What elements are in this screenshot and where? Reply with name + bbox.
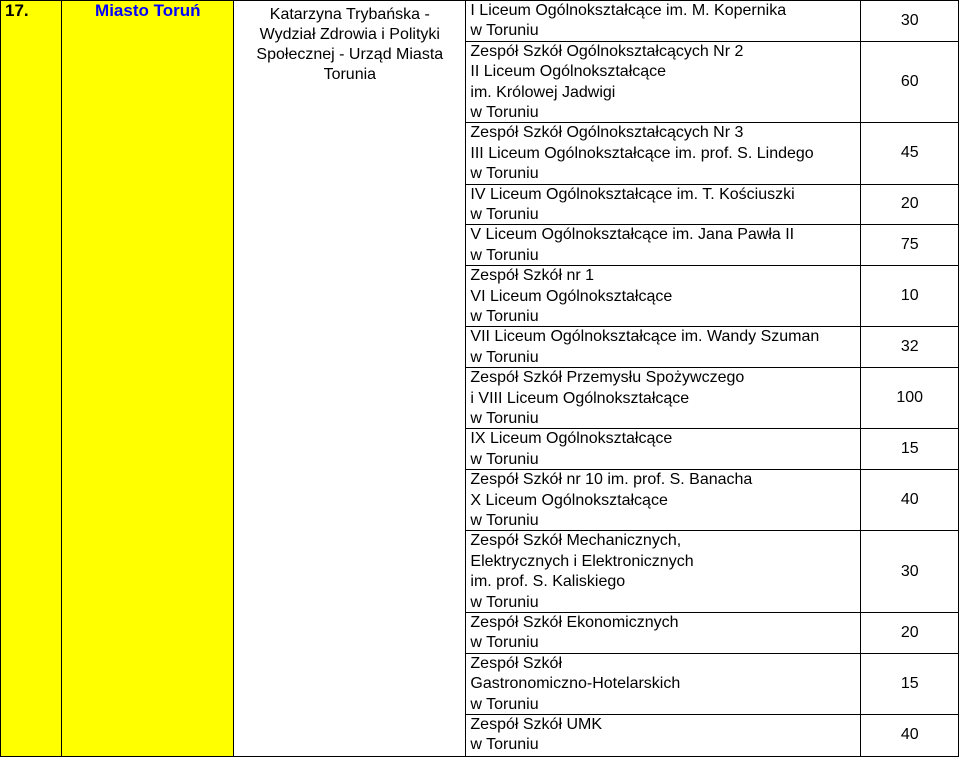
contact-line: Katarzyna Trybańska -	[269, 6, 430, 23]
school-name-line: i VIII Liceum Ogólnokształcące	[470, 389, 690, 407]
school-entry	[466, 429, 860, 470]
school-name-line: w Toruniu	[470, 695, 539, 713]
school-entry	[466, 327, 860, 368]
participant-count: 40	[861, 470, 958, 531]
participant-count: 45	[861, 123, 958, 184]
school-name-line: Zespół Szkół Mechanicznych,	[470, 532, 682, 550]
school-name-line: w Toruniu	[470, 246, 539, 264]
school-name-line: w Toruniu	[470, 511, 539, 529]
school-name-line: w Toruniu	[470, 450, 539, 468]
school-name-line: im. prof. S. Kaliskiego	[470, 573, 626, 591]
contact-person	[234, 1, 466, 757]
participant-count: 30	[861, 531, 958, 613]
school-name-line: Zespół Szkół nr 10 im. prof. S. Banacha	[470, 471, 753, 489]
school-name-line: Gastronomiczno-Hotelarskich	[470, 675, 681, 693]
school-name-line: I Liceum Ogólnokształcące im. M. Kopernika	[470, 2, 787, 19]
school-entry	[466, 654, 860, 715]
participant-count: 30	[861, 1, 958, 42]
school-name-line: w Toruniu	[470, 736, 539, 754]
school-name-line: II Liceum Ogólnokształcące	[470, 63, 667, 81]
school-entry	[466, 1, 860, 42]
school-name-line: im. Królowej Jadwigi	[470, 83, 616, 101]
school-name-line: Zespół Szkół nr 1	[470, 267, 595, 285]
school-entry	[466, 613, 860, 654]
school-name-line: IV Liceum Ogólnokształcące im. T. Kościuszki	[470, 185, 795, 203]
participant-count: 15	[861, 654, 958, 715]
school-entry	[466, 225, 860, 266]
participant-count: 100	[861, 368, 958, 429]
school-entry	[466, 715, 860, 756]
school-name-line: VII Liceum Ogólnokształcące im. Wandy Szuman	[470, 328, 820, 346]
school-name-line: Zespół Szkół Ogólnokształcących Nr 2	[470, 42, 744, 60]
contact-line: Społecznej - Urząd Miasta	[256, 46, 444, 63]
city-name: Miasto Toruń	[62, 1, 234, 757]
school-name-line: V Liceum Ogólnokształcące im. Jana Pawła II	[470, 226, 795, 244]
school-name-line: w Toruniu	[470, 104, 539, 122]
school-entry	[466, 266, 860, 327]
schools-column	[466, 1, 861, 757]
school-entry	[466, 531, 860, 613]
school-name-line: Zespół Szkół	[470, 654, 562, 672]
school-name-line: VI Liceum Ogólnokształcące	[470, 287, 673, 305]
school-name-line: X Liceum Ogólnokształcące	[470, 491, 668, 509]
participant-count: 20	[861, 185, 958, 226]
participant-count: 40	[900, 726, 919, 744]
school-name-line: w Toruniu	[470, 307, 539, 325]
school-name-line: w Toruniu	[470, 593, 539, 611]
contact-line: Wydział Zdrowia i Polityki	[259, 26, 440, 43]
school-name-line: Zespół Szkół Ekonomicznych	[470, 613, 679, 631]
school-name-line: IX Liceum Ogólnokształcące	[470, 430, 673, 448]
school-entry	[466, 42, 860, 124]
school-name-line: w Toruniu	[470, 634, 539, 652]
participant-count: 60	[861, 42, 958, 124]
counts-column	[861, 1, 959, 757]
school-name-line: Elektrycznych i Elektronicznych	[470, 552, 694, 570]
school-name-line: w Toruniu	[470, 348, 539, 366]
participant-count: 10	[861, 266, 958, 327]
participant-count: 15	[861, 429, 958, 470]
school-name-line: Zespół Szkół UMK	[470, 715, 602, 733]
participant-count: 75	[861, 225, 958, 266]
school-entry	[466, 368, 860, 429]
school-entry	[466, 185, 860, 226]
school-name-line: III Liceum Ogólnokształcące im. prof. S. Lindego	[470, 144, 814, 162]
school-name-line: w Toruniu	[470, 205, 539, 223]
school-entry	[466, 123, 860, 184]
participant-count: 32	[861, 327, 958, 368]
school-name-line: w Toruniu	[470, 409, 539, 427]
school-name-line: Zespół Szkół Przemysłu Spożywczego	[470, 369, 745, 387]
contact-line: Torunia	[323, 66, 377, 83]
table-row	[1, 1, 959, 757]
school-name-line: Zespół Szkół Ogólnokształcących Nr 3	[470, 124, 744, 142]
participant-count: 20	[861, 613, 958, 654]
row-number: 17.	[1, 1, 62, 757]
school-name-line: w Toruniu	[470, 22, 539, 40]
school-entry	[466, 470, 860, 531]
school-name-line: w Toruniu	[470, 165, 539, 183]
